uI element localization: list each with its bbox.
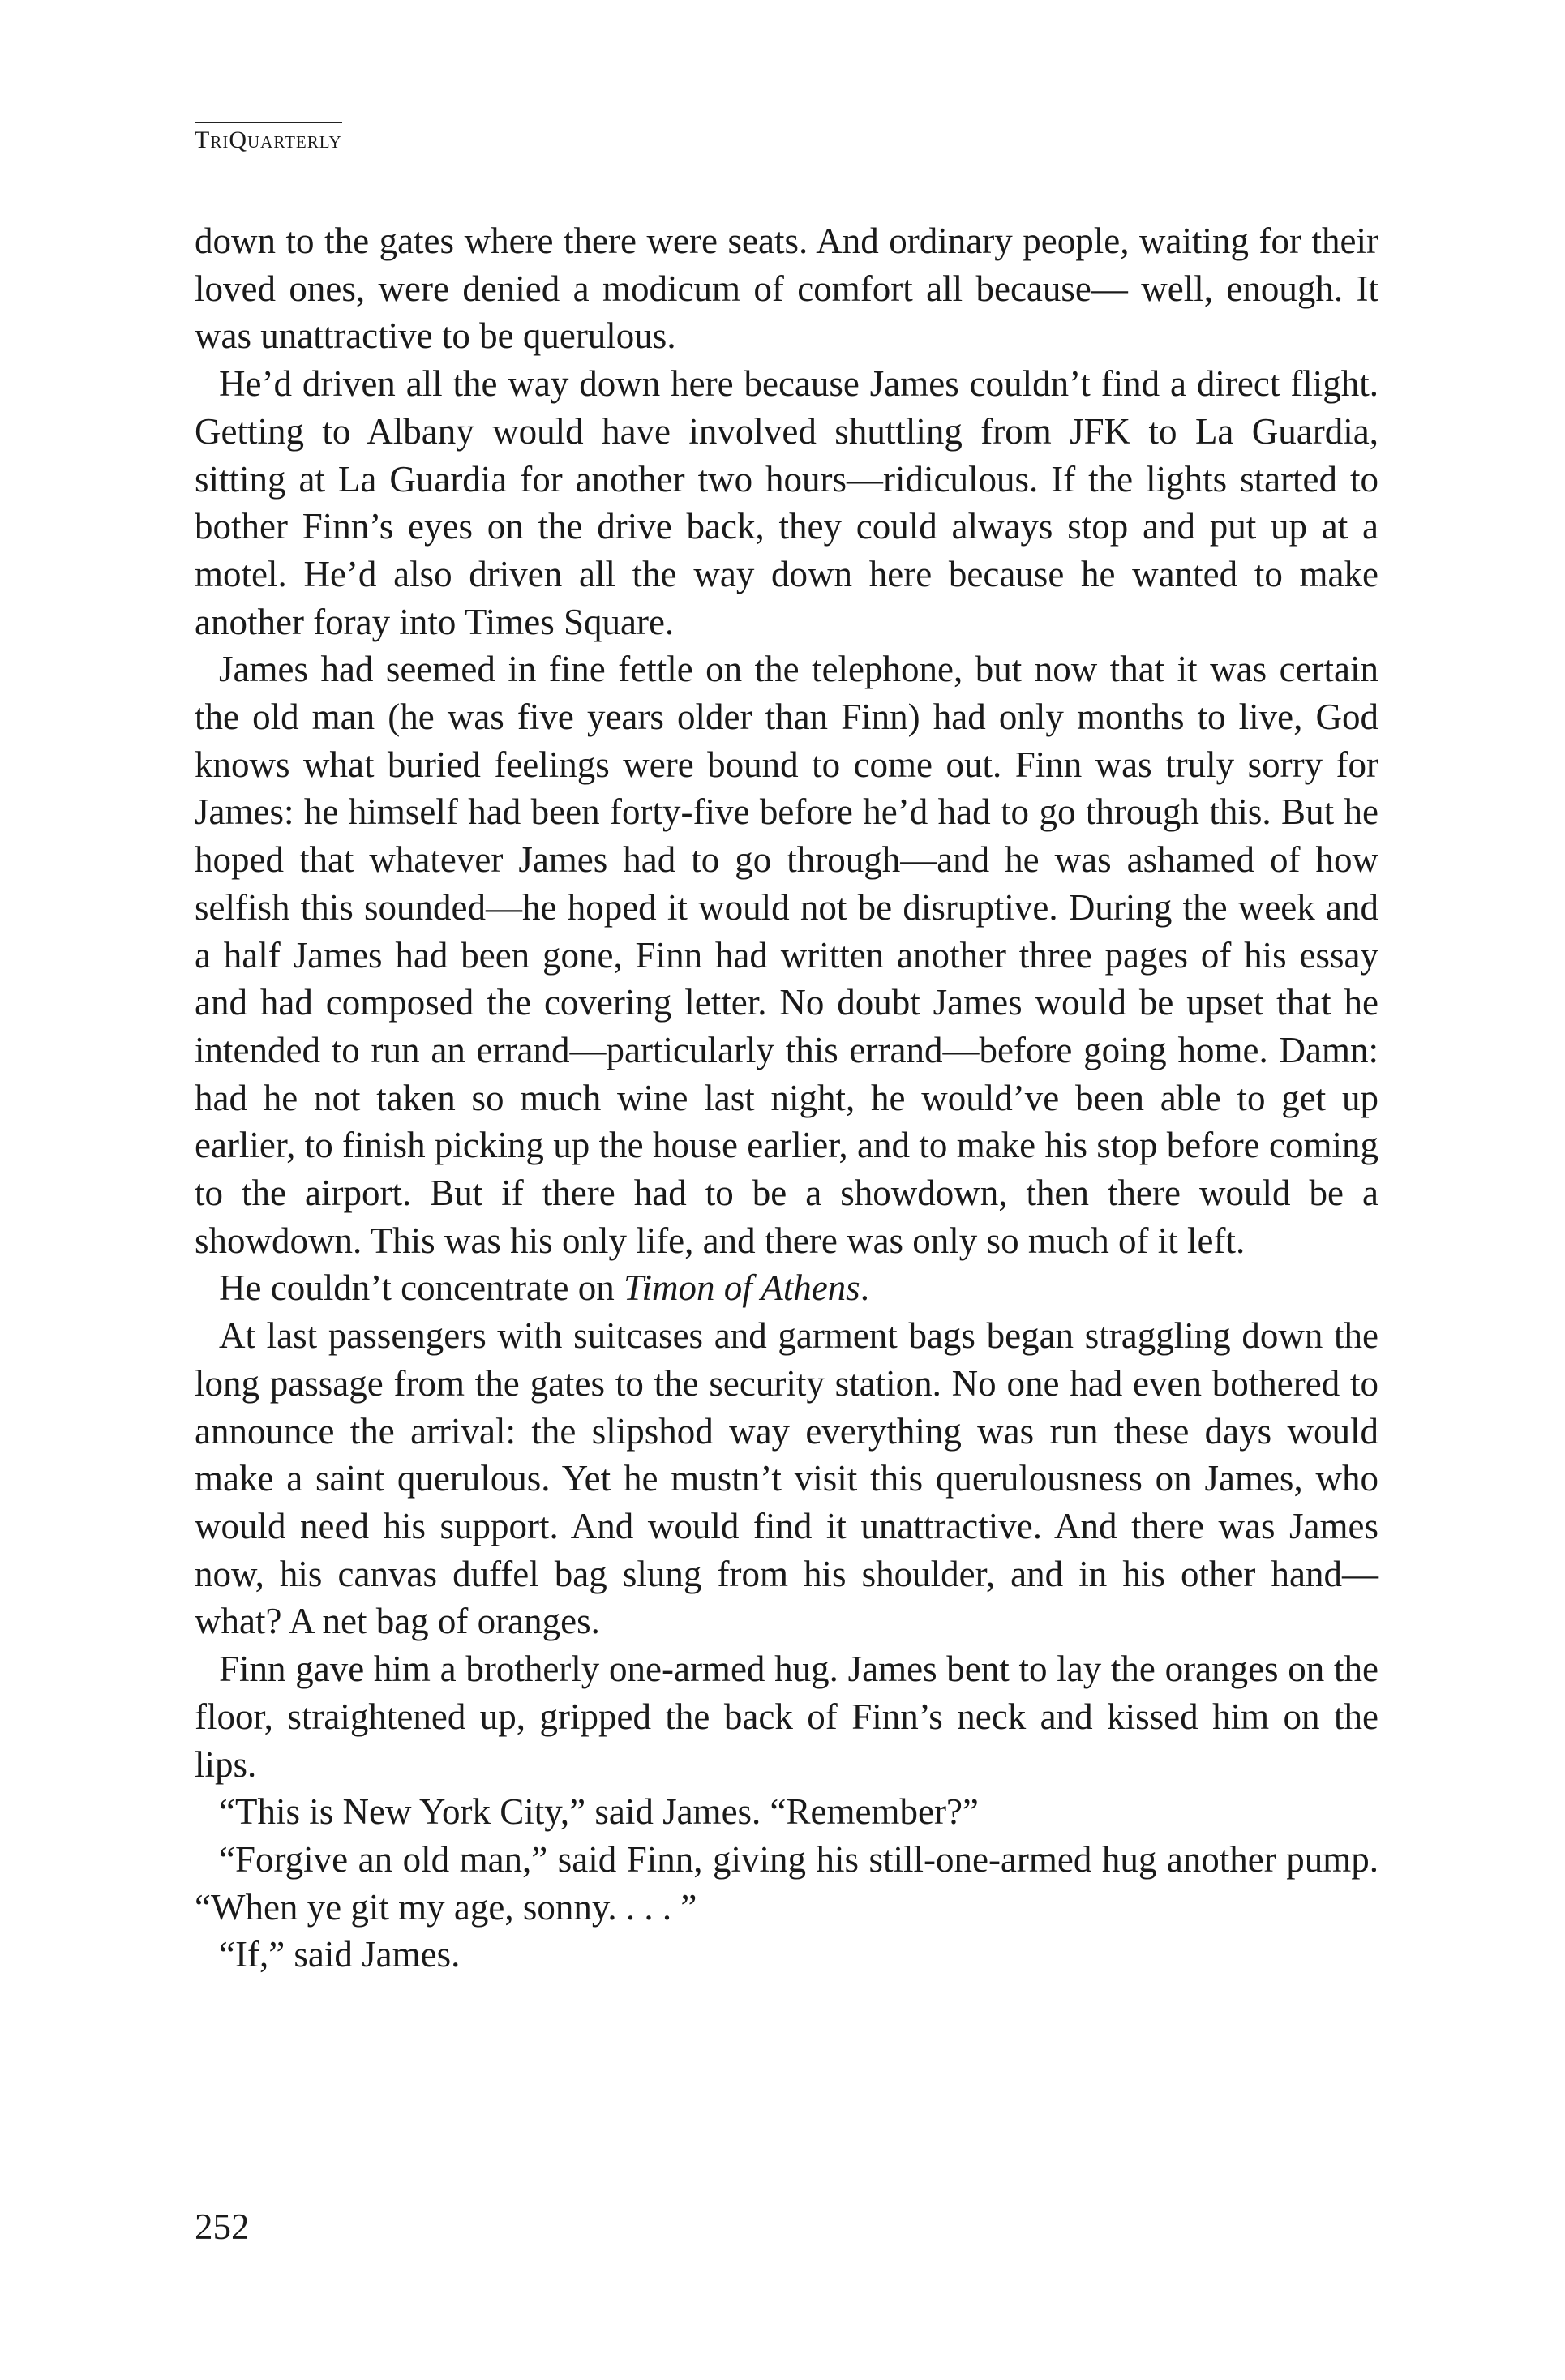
page-number: 252 — [195, 2206, 250, 2247]
running-head: TriQuarterly — [195, 122, 342, 154]
paragraph-3: James had seemed in fine fettle on the telephone, but now that it was certain the old man (he was five years older than Finn) had only months to live, God knows what buried feelings were bound to come out. Finn was truly sorry for James: he himself had been forty-five before he’d had to go through this. But he hoped that whatever James had to go through—and he was ashamed of how selfish this sounded—he hoped it would not be disruptive. During the week and a half James had been gone, Finn had written another three pages of his essay and had composed the covering letter. No doubt James would be upset that he intended to run an errand—particularly this errand—before going home. Damn: had he not taken so much wine last night, he would’ve been able to get up earlier, to finish picking up the house earlier, and to make his stop before coming to the airport. But if there had to be a showdown, then there would be a showdown. This was his only life, and there was only so much of it left. — [195, 649, 1378, 1261]
paragraph-2: He’d driven all the way down here because James couldn’t find a direct flight. Getting to Albany would have involved shuttling from JFK to La Guardia, sitting at La Guardia for another two hours—ridiculous. If the lights started to bother Finn’s eyes on the drive back, they could always stop and put up at a motel. He’d also driven all the way down here because he wanted to make another foray into Times Square. — [195, 363, 1378, 642]
paragraph-1: down to the gates where there were seats. And ordinary people, waiting for their loved ones, were denied a modicum of comfort all because— well, enough. It was unattractive to be querulous. — [195, 221, 1378, 357]
body-text — [195, 217, 1378, 1979]
paragraph-7: “This is New York City,” said James. “Remember?” — [219, 1791, 979, 1833]
paragraph-8: “Forgive an old man,” said Finn, giving his still-one-armed hug another pump. “When ye git my age, sonny. . . . ” — [195, 1838, 1378, 1928]
play-title: Timon of Athens — [623, 1267, 860, 1309]
paragraph-6: Finn gave him a brotherly one-armed hug. James bent to lay the oranges on the floor, straightened up, gripped the back of Finn’s neck and kissed him on the lips. — [195, 1649, 1378, 1785]
paragraph-5: At last passengers with suitcases and garment bags began straggling down the long passage from the gates to the security station. No one had even bothered to announce the arrival: the slipshod way everything was run these days would make a saint querulous. Yet he mustn’t visit this querulousness on James, who would need his support. And would find it unattractive. And there was James now, his canvas duffel bag slung from his shoulder, and in his other hand—what? A net bag of oranges. — [195, 1315, 1378, 1642]
paragraph-9: “If,” said James. — [219, 1934, 461, 1975]
timon-line-after: . — [860, 1267, 869, 1309]
timon-line-before: He couldn’t concentrate on — [219, 1267, 624, 1309]
paragraph-4 — [195, 1264, 1378, 1312]
